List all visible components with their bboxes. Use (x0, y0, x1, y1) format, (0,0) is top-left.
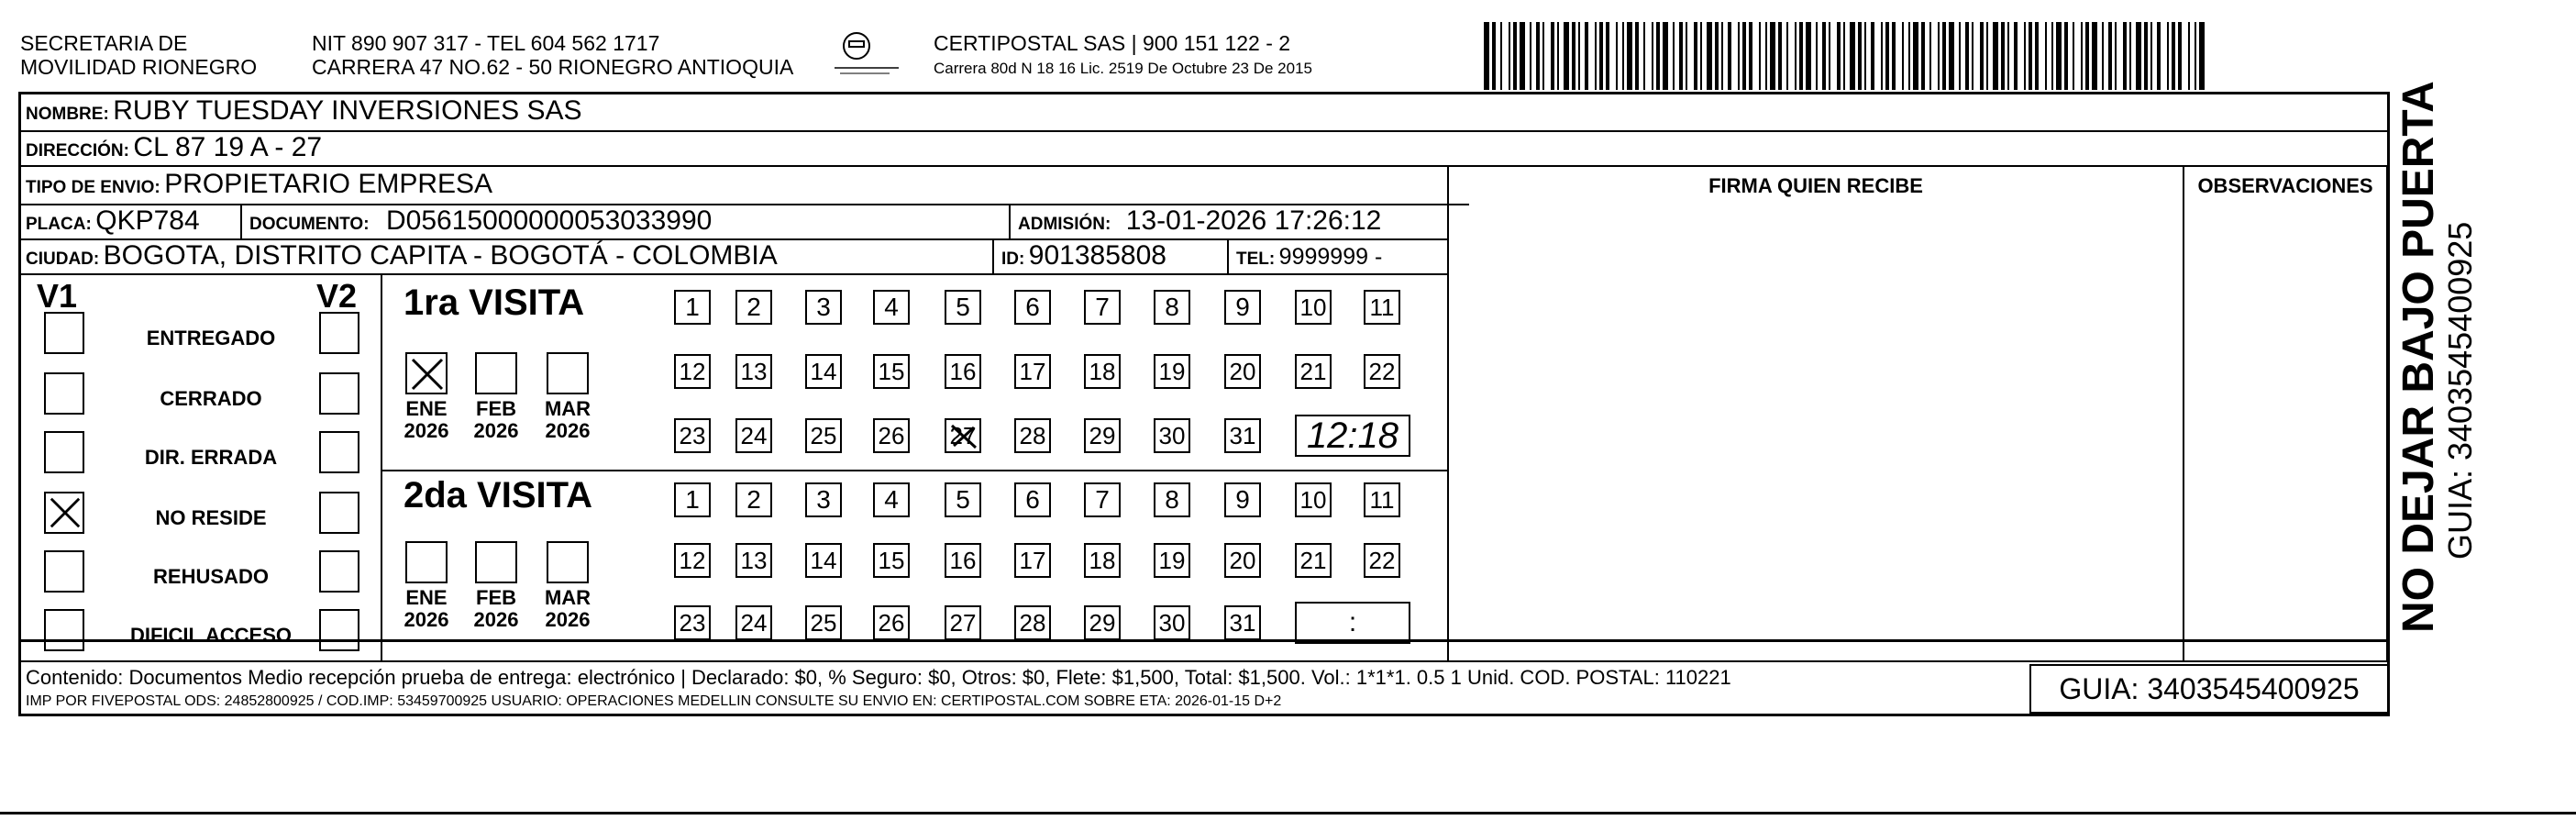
day-checkbox[interactable]: 11 (1364, 482, 1400, 517)
first-visit-heading: 1ra VISITA (404, 283, 585, 323)
month-year-label: 2026 (404, 419, 449, 442)
day-checkbox[interactable]: 2 (735, 290, 772, 325)
courier-license: Carrera 80d N 18 16 Lic. 2519 De Octubre 23 De 2015 (934, 60, 1312, 77)
id-field (1001, 240, 1166, 271)
v1-checkbox[interactable] (44, 609, 84, 651)
direccion-row (26, 132, 322, 163)
day-checkbox[interactable]: 4 (873, 290, 910, 325)
day-checkbox[interactable]: 14 (805, 543, 842, 578)
v1-checkbox[interactable] (44, 372, 84, 415)
v1-checkbox[interactable] (44, 312, 84, 354)
day-checkbox[interactable]: 7 (1084, 482, 1121, 517)
barcode (1484, 22, 2210, 90)
day-checkbox[interactable]: 11 (1364, 290, 1400, 325)
direccion-label: DIRECCIÓN: (26, 141, 129, 161)
id-label: ID: (1001, 249, 1025, 269)
day-checkbox[interactable]: 14 (805, 354, 842, 389)
day-checkbox[interactable]: 3 (805, 290, 842, 325)
day-checkbox[interactable]: 9 (1224, 290, 1261, 325)
id-value: 901385808 (1028, 240, 1166, 271)
day-checkbox[interactable]: 26 (873, 605, 910, 640)
ciudad-value: BOGOTA, DISTRITO CAPITA - BOGOTÁ - COLOMBIA (103, 240, 778, 271)
v2-checkbox[interactable] (319, 609, 359, 651)
day-checkbox[interactable]: 23 (674, 605, 711, 640)
direccion-value: CL 87 19 A - 27 (133, 132, 323, 162)
month-year-label: 2026 (473, 419, 519, 442)
day-checkbox[interactable]: 7 (1084, 290, 1121, 325)
status-label: NO RESIDE (155, 506, 267, 529)
day-checkbox[interactable]: 1 (674, 290, 711, 325)
tel-label: TEL: (1236, 249, 1276, 269)
day-checkbox[interactable]: 3 (805, 482, 842, 517)
day-checkbox[interactable]: 2 (735, 482, 772, 517)
v1-checkbox[interactable] (44, 550, 84, 593)
admision-label: ADMISIÓN: (1018, 215, 1111, 234)
day-checkbox[interactable]: 17 (1014, 354, 1051, 389)
status-label: ENTREGADO (146, 327, 276, 349)
month-year-label: 2026 (545, 608, 591, 631)
day-checkbox[interactable]: 21 (1295, 354, 1332, 389)
day-checkbox[interactable]: 29 (1084, 418, 1121, 453)
footer-guia: GUIA: 3403545400925 (2029, 664, 2389, 714)
month-year-label: 2026 (545, 419, 591, 442)
placa-field (26, 205, 200, 237)
address-line: CARRERA 47 NO.62 - 50 RIONEGRO ANTIOQUIA (312, 55, 794, 79)
nit-line: NIT 890 907 317 - TEL 604 562 1717 (312, 31, 660, 55)
day-checkbox[interactable]: 24 (735, 605, 772, 640)
day-checkbox[interactable]: 27 (945, 418, 981, 453)
day-checkbox[interactable]: 19 (1154, 354, 1190, 389)
day-checkbox[interactable]: 30 (1154, 605, 1190, 640)
month-label: FEB (476, 586, 516, 609)
month-label: FEB (476, 397, 516, 420)
v1-heading: V1 (37, 277, 78, 315)
day-checkbox[interactable]: 10 (1295, 290, 1332, 325)
second-visit-heading: 2da VISITA (404, 475, 592, 515)
month-year-label: 2026 (473, 608, 519, 631)
day-checkbox[interactable]: 6 (1014, 290, 1051, 325)
day-checkbox[interactable]: 6 (1014, 482, 1051, 517)
documento-label: DOCUMENTO: (249, 215, 370, 234)
nombre-label: NOMBRE: (26, 105, 109, 124)
month-label: ENE (405, 586, 448, 609)
day-checkbox[interactable]: 25 (805, 418, 842, 453)
day-checkbox[interactable]: 16 (945, 354, 981, 389)
ciudad-field (26, 240, 778, 271)
observaciones-heading: OBSERVACIONES (2197, 174, 2373, 197)
day-checkbox[interactable]: 13 (735, 354, 772, 389)
day-checkbox[interactable]: 12 (674, 354, 711, 389)
month-checkbox[interactable] (405, 541, 448, 583)
issuer-name-line2: MOVILIDAD RIONEGRO (20, 55, 258, 79)
v2-checkbox[interactable] (319, 550, 359, 593)
day-checkbox[interactable]: 20 (1224, 543, 1261, 578)
day-checkbox[interactable]: 18 (1084, 543, 1121, 578)
month-checkbox[interactable] (475, 352, 517, 394)
tipo-envio-value: PROPIETARIO EMPRESA (164, 169, 493, 199)
day-checkbox[interactable]: 23 (674, 418, 711, 453)
visit-time-field[interactable]: 12:18 (1295, 415, 1410, 457)
nombre-row (26, 95, 582, 127)
day-checkbox[interactable]: 1 (674, 482, 711, 517)
month-checkbox[interactable] (475, 541, 517, 583)
tel-field (1236, 244, 1382, 271)
status-label: CERRADO (160, 387, 262, 410)
day-checkbox[interactable]: 22 (1364, 354, 1400, 389)
tel-value: 9999999 - (1278, 244, 1383, 270)
day-checkbox[interactable]: 16 (945, 543, 981, 578)
placa-label: PLACA: (26, 215, 92, 234)
ciudad-label: CIUDAD: (26, 249, 100, 269)
day-checkbox[interactable]: 31 (1224, 605, 1261, 640)
day-checkbox[interactable]: 22 (1364, 543, 1400, 578)
footer-print-line: IMP POR FIVEPOSTAL ODS: 24852800925 / COD.IMP: 53459700925 USUARIO: OPERACIONES MEDELLIN CONSULTE SU ENVIO EN: CERTIPOSTAL.COM SOBRE ETA: 2026-01-15 D+2 (26, 693, 1282, 709)
placa-value: QKP784 (95, 205, 200, 236)
day-checkbox[interactable]: 28 (1014, 605, 1051, 640)
day-checkbox[interactable]: 5 (945, 290, 981, 325)
v1-checkbox[interactable] (44, 431, 84, 473)
issuer-name-line1: SECRETARIA DE (20, 31, 188, 55)
no-dejar-bajo-puerta-text: NO DEJAR BAJO PUERTA (2394, 81, 2443, 633)
month-checkbox[interactable] (547, 352, 589, 394)
status-label: REHUSADO (153, 565, 269, 588)
v2-checkbox[interactable] (319, 431, 359, 473)
tipo-envio-row (26, 169, 492, 200)
day-checkbox[interactable]: 20 (1224, 354, 1261, 389)
v1-checkbox[interactable] (44, 492, 84, 534)
day-checkbox[interactable]: 28 (1014, 418, 1051, 453)
day-checkbox[interactable]: 15 (873, 543, 910, 578)
documento-value: D05615000000053033990 (386, 205, 713, 236)
month-label: ENE (405, 397, 448, 420)
documento-field (249, 205, 712, 237)
admision-field (1018, 205, 1381, 237)
day-checkbox[interactable]: 30 (1154, 418, 1190, 453)
nombre-value: RUBY TUESDAY INVERSIONES SAS (113, 95, 582, 126)
day-checkbox[interactable]: 4 (873, 482, 910, 517)
day-checkbox[interactable]: 21 (1295, 543, 1332, 578)
day-checkbox[interactable]: 15 (873, 354, 910, 389)
visit-time-field[interactable]: : (1295, 602, 1410, 644)
tipo-envio-label: TIPO DE ENVIO: (26, 178, 160, 197)
day-checkbox[interactable]: 10 (1295, 482, 1332, 517)
month-label: MAR (544, 397, 591, 420)
day-checkbox[interactable]: 18 (1084, 354, 1121, 389)
v2-checkbox[interactable] (319, 372, 359, 415)
v2-heading: V2 (316, 277, 358, 315)
month-label: MAR (544, 586, 591, 609)
day-checkbox[interactable]: 19 (1154, 543, 1190, 578)
day-checkbox[interactable]: 29 (1084, 605, 1121, 640)
courier-line: CERTIPOSTAL SAS | 900 151 122 - 2 (934, 31, 1291, 55)
side-guia-text: GUIA: 3403545400925 (2441, 221, 2479, 560)
day-checkbox[interactable]: 8 (1154, 290, 1190, 325)
day-checkbox[interactable]: 27 (945, 605, 981, 640)
status-label: DIR. ERRADA (144, 446, 278, 469)
v2-checkbox[interactable] (319, 492, 359, 534)
day-checkbox[interactable]: 25 (805, 605, 842, 640)
day-checkbox[interactable]: 13 (735, 543, 772, 578)
certipostal-logo (835, 28, 899, 83)
day-checkbox[interactable]: 9 (1224, 482, 1261, 517)
day-checkbox[interactable]: 5 (945, 482, 981, 517)
footer-content-line: Contenido: Documentos Medio recepción prueba de entrega: electrónico | Declarado: $0, % Seguro: $0, Otros: $0, Flete: $1,500, Total: $1,500. Vol.: 1*1*1. 0.5 1 Unid. COD. POSTAL: 110221 (26, 666, 1731, 689)
status-label: DIFICIL ACCESO (129, 624, 292, 647)
month-checkbox[interactable] (547, 541, 589, 583)
day-checkbox[interactable]: 26 (873, 418, 910, 453)
day-checkbox[interactable]: 8 (1154, 482, 1190, 517)
firma-heading: FIRMA QUIEN RECIBE (1708, 174, 1923, 197)
month-checkbox[interactable] (405, 352, 448, 394)
day-checkbox[interactable]: 12 (674, 543, 711, 578)
day-checkbox[interactable]: 24 (735, 418, 772, 453)
month-year-label: 2026 (404, 608, 449, 631)
admision-value: 13-01-2026 17:26:12 (1125, 205, 1382, 236)
day-checkbox[interactable]: 17 (1014, 543, 1051, 578)
v2-checkbox[interactable] (319, 312, 359, 354)
day-checkbox[interactable]: 31 (1224, 418, 1261, 453)
